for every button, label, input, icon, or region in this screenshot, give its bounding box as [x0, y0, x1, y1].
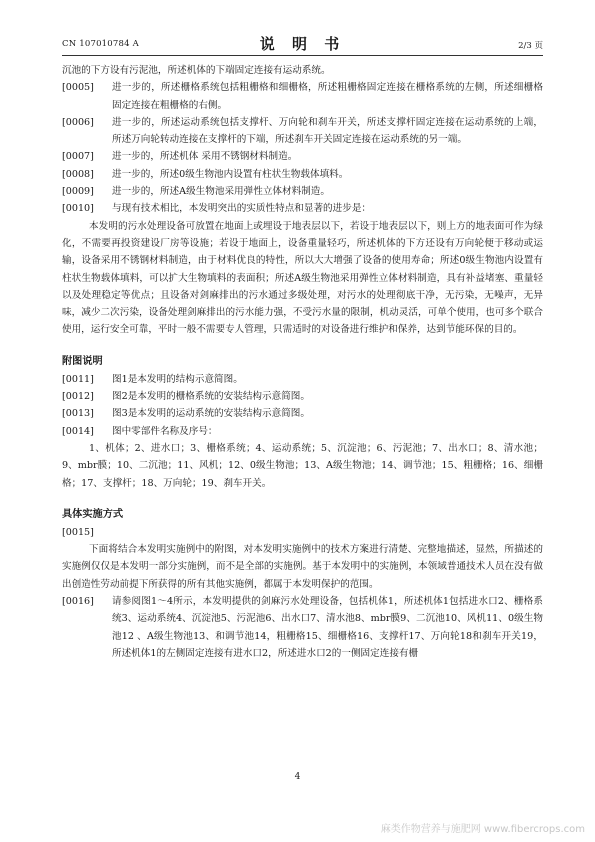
watermark-text: 麻类作物营养与施肥网 www.fibercrops.com — [380, 824, 585, 835]
document-body — [62, 62, 543, 662]
paragraph-number: [0006] — [62, 116, 94, 128]
paragraph-number: [0014] — [62, 425, 94, 437]
section-heading-figures: 附图说明 — [62, 355, 103, 367]
paragraph-number: [0013] — [62, 408, 94, 420]
paragraph-0015-text: 下面将结合本发明实施例中的附图，对本发明实施例中的技术方案进行清楚、完整地描述，显然，所描述的实施例仅仅是本发明一部分实施例，而不是全部的实施例。基于本发明中的实施例，本领域普通技术人员在没有做出创造性劳动前提下所获得的所有其他实施例，都属于本发明保护的范围。 — [62, 544, 543, 590]
paragraph-0006 — [62, 114, 543, 149]
paragraph-0005 — [62, 79, 543, 114]
paragraph-text: 进一步的，所述栅格系统包括粗栅格和细栅格，所述粗栅格固定连接在栅格系统的左侧，所述细栅格固定连接在粗栅格的右侧。 — [112, 82, 543, 111]
paragraph-0008 — [62, 166, 543, 183]
paragraph-number: [0005] — [62, 82, 94, 94]
section-heading-embodiment: 具体实施方式 — [62, 508, 124, 520]
header-divider — [62, 55, 543, 56]
paragraph-0012 — [62, 388, 543, 405]
publication-number: CN 107010784 A — [62, 39, 139, 49]
parts-list-text: 1、机体；2、进水口；3、栅格系统；4、运动系统；5、沉淀池；6、污泥池；7、出水口；8、清水池；9、mbr膜；10、二沉池；11、风机；12、0级生物池；13、A级生物池；14、调节池；15、粗栅格；16、细栅格；17、支撑杆；18、万向轮；19、刹车开关。 — [62, 442, 543, 489]
paragraph-number-0015: [0015] — [62, 526, 94, 538]
beneficial-effects-text: 本发明的污水处理设备可放置在地面上或埋设于地表层以下，若设于地表层以下，则上方的地表面可作为绿化，不需要再投资建设厂房等设施；若设于地面上，设备重量轻巧，所述机体的下方还设有万向轮便于移动或运输，设备采用不锈钢材料制造，由于材料优良的特性，所以大大增强了设备的使用寿命；所述0级生物池内设置有柱状生物载体填料，可以扩大生物填料的表面积；所述A级生物池采用弹性立体材料制造，具有补益堵塞、重量轻以及处理稳定等优点；且设备对剑麻排出的污水通过多级处理，对污水的处理彻底干净，无污染，无噪声，无异味，减少二次污染，设备处理剑麻排出的污水能力强，不受污水量的限制，机动灵活，可单个使用，也可多个联合使用，运行安全可靠，平时一般不需要专人管理，只需适时的对设备进行维护和保养，达到节能环保的目的。 — [62, 220, 543, 336]
paragraph-number: [0010] — [62, 203, 94, 215]
paragraph-0011 — [62, 371, 543, 388]
paragraph-number: [0009] — [62, 186, 94, 198]
paragraph-0010 — [62, 200, 543, 217]
page-header — [62, 31, 543, 57]
paragraph-0016 — [62, 593, 543, 662]
paragraph-0014 — [62, 423, 543, 440]
paragraph-0013 — [62, 405, 543, 422]
paragraph-text: 请参阅图1～4所示，本发明提供的剑麻污水处理设备，包括机体1，所述机体1包括进水口2、栅格系统3、运动系统4、沉淀池5、污泥池6、出水口7、清水池8、mbr膜9、二沉池10、风机11、0级生物池12 、A级生物池13、和调节池14，粗栅格15、细栅格16、支撑杆17、万向轮18和刹车开关19，所述机体1的左侧固定连接有进水口2，所述进水口2的一侧固定连接有栅 — [112, 596, 543, 659]
paragraph-text: 进一步的，所述0级生物池内设置有柱状生物载体填料。 — [112, 168, 349, 180]
page-indicator: 2/3 页 — [518, 41, 543, 51]
paragraph-number: [0008] — [62, 168, 94, 180]
paragraph-0007 — [62, 148, 543, 165]
paragraph-text: 图1是本发明的结构示意简图。 — [112, 373, 243, 385]
paragraph-number: [0011] — [62, 373, 94, 385]
paragraph-text: 进一步的，所述运动系统包括支撑杆、万向轮和刹车开关，所述支撑杆固定连接在运动系统的上端，所述万向轮转动连接在支撑杆的下端，所述刹车开关固定连接在运动系统的另一端。 — [112, 116, 543, 146]
paragraph-0009 — [62, 183, 543, 200]
paragraph-number: [0012] — [62, 391, 94, 403]
paragraph-text: 图2是本发明的栅格系统的安装结构示意简图。 — [112, 391, 310, 403]
paragraph-number: [0016] — [62, 596, 94, 608]
paragraph-text: 进一步的，所述机体 采用不锈钢材料制造。 — [112, 151, 298, 163]
paragraph-text: 图中零部件名称及序号： — [112, 425, 218, 437]
document-title: 说 明 书 — [259, 35, 346, 53]
paragraph-text: 与现有技术相比，本发明突出的实质性特点和显著的进步是： — [112, 203, 372, 215]
paragraph-text: 进一步的，所述A级生物池采用弹性立体材料制造。 — [112, 186, 330, 198]
continuation-line: 沉池的下方设有污泥池，所述机体的下端固定连接有运动系统。 — [62, 65, 331, 76]
page-number: 4 — [294, 772, 301, 782]
paragraph-number: [0007] — [62, 151, 94, 163]
paragraph-text: 图3是本发明的运动系统的安装结构示意简图。 — [112, 408, 310, 420]
